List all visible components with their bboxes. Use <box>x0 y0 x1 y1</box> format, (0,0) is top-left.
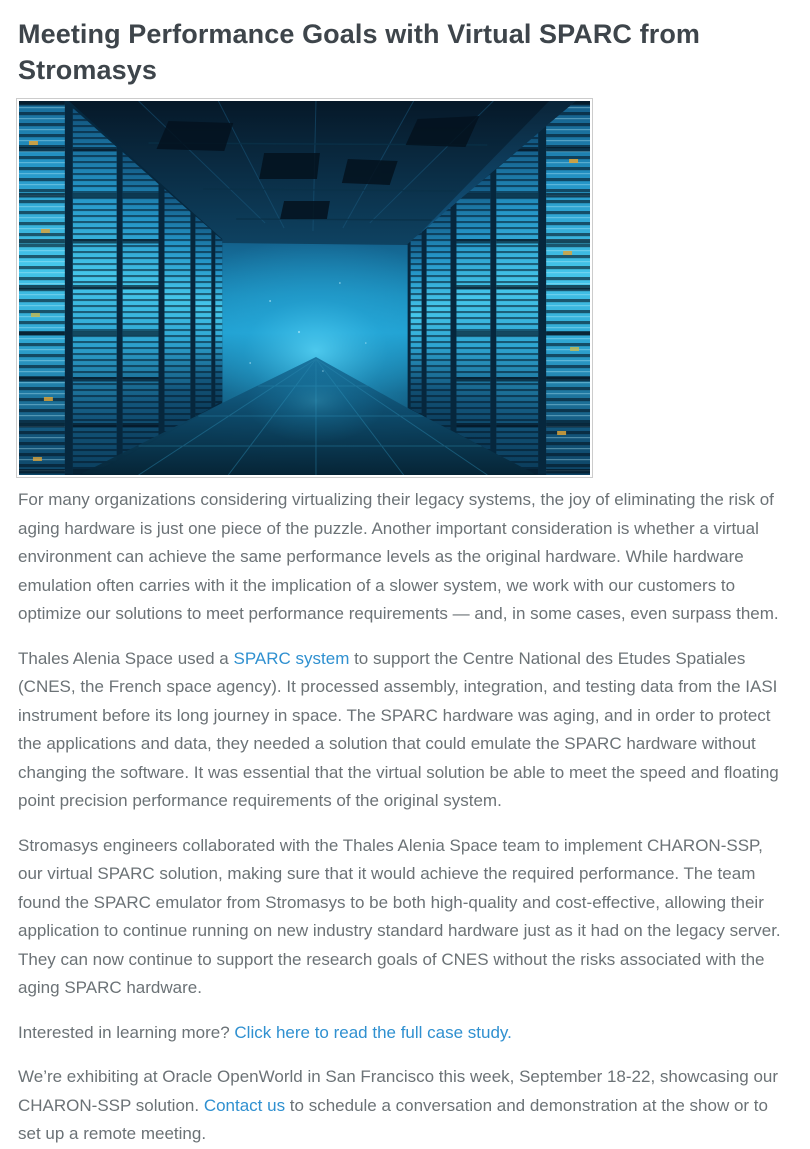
case-study-link[interactable]: Click here to read the full case study. <box>234 1022 512 1042</box>
paragraph <box>18 645 790 816</box>
sparc-system-link[interactable]: SPARC system <box>233 648 350 668</box>
page-title: Meeting Performance Goals with Virtual SPARC from Stromasys <box>18 19 701 85</box>
server-room-image <box>16 98 593 478</box>
paragraph-text: Thales Alenia Space used a <box>18 648 234 668</box>
paragraph <box>18 1063 790 1149</box>
paragraph-text: Stromasys engineers collaborated with the Thales Alenia Space team to implement CHARON-SSP, our virtual SPARC solution, making sure that it would achieve the required performance. The team found the SPARC emulator from Stromasys to be both high-quality and cost-effective, allowing their application to continue running on new industry standard hardware just as it had on the legacy server. They can now continue to support the research goals of CNES without the risks associated with the aging SPARC hardware. <box>18 835 781 997</box>
paragraph-text: Interested in learning more? <box>18 1022 235 1042</box>
paragraph-text: We’re exhibiting at Oracle OpenWorld in San Francisco this week, September 18-22, showcasing our CHARON-SSP solution. <box>18 1067 779 1115</box>
paragraph <box>18 486 790 629</box>
paragraph-text: to support the Centre National des Etudes Spatiales (CNES, the French space agency). It processed assembly, integration, and testing data from the IASI instrument before its long journey in space. The SPARC hardware was aging, and in order to protect the applications and data, they needed a solution that could emulate the SPARC hardware without changing the software. It was essential that the virtual solution be able to meet the speed and floating point precision performance requirements of the original system. <box>18 648 779 810</box>
paragraph-text: For many organizations considering virtualizing their legacy systems, the joy of eliminating the risk of aging hardware is just one piece of the puzzle. Another important consideration is whether a virtual environment can achieve the same performance levels as the original hardware. While hardware emulation often carries with it the implication of a slower system, we work with our customers to optimize our solutions to meet performance requirements — and, in some cases, even surpass them. <box>18 490 779 623</box>
paragraph <box>18 832 790 1003</box>
server-room-illustration <box>19 101 590 475</box>
paragraph-text: to schedule a conversation and demonstration at the show or to set up a remote meeting. <box>18 1095 768 1143</box>
article-body <box>16 486 790 1149</box>
article-page <box>0 16 810 1149</box>
paragraph <box>18 1019 790 1048</box>
contact-us-link[interactable]: Contact us <box>203 1095 286 1115</box>
